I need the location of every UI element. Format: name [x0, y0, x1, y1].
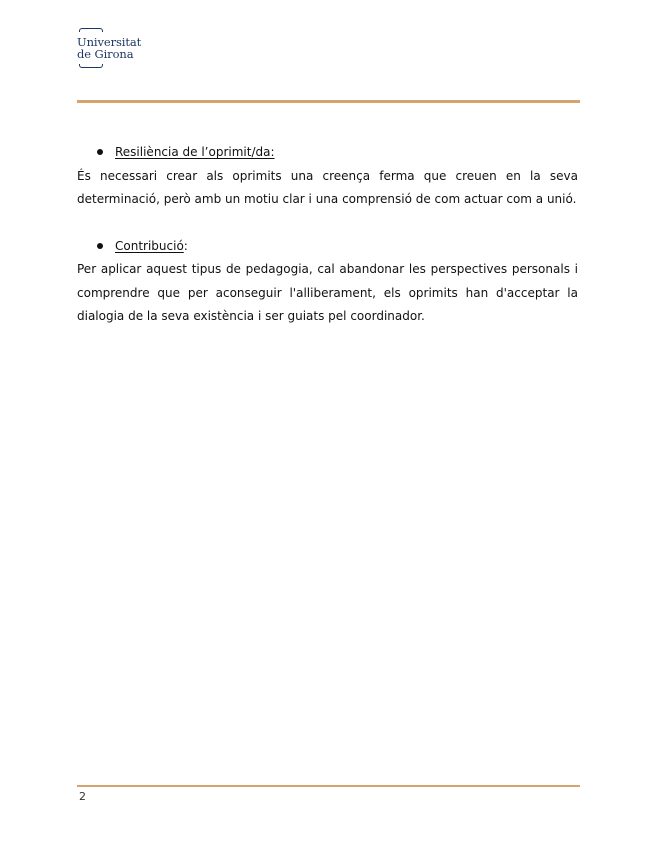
bullet-heading: Contribució — [115, 238, 184, 253]
paragraph-gap — [77, 212, 578, 235]
header-divider — [77, 100, 580, 103]
bullet-item-contribution — [77, 235, 578, 259]
page-number: 2 — [79, 790, 86, 803]
bullet-heading: Resiliència de l’oprimit/da: — [115, 145, 275, 159]
bullet-item-resilience — [77, 141, 578, 165]
paragraph-resilience: És necessari crear als oprimits una creença ferma que creuen en la seva determinació, però amb un motiu clar i una comprensió de com actuar com a unió. — [77, 168, 578, 206]
university-logo — [77, 28, 157, 74]
page-content — [77, 141, 578, 329]
logo-text-line2: de Girona — [77, 47, 134, 61]
bullet-dot-icon — [97, 243, 103, 249]
bullet-suffix: : — [183, 238, 188, 253]
logo-bracket-top-icon — [79, 28, 103, 32]
bullet-dot-icon — [97, 149, 103, 155]
logo-text-line1: Universitat — [77, 35, 142, 49]
logo-bracket-bottom-icon — [79, 64, 103, 68]
footer-divider — [77, 785, 580, 787]
paragraph-contribution: Per aplicar aquest tipus de pedagogia, cal abandonar les perspectives personals i comprendre que per aconseguir l'alliberament, els oprimits han d'acceptar la dialogia de la seva existència i ser guiats pel coordinador. — [77, 262, 578, 323]
